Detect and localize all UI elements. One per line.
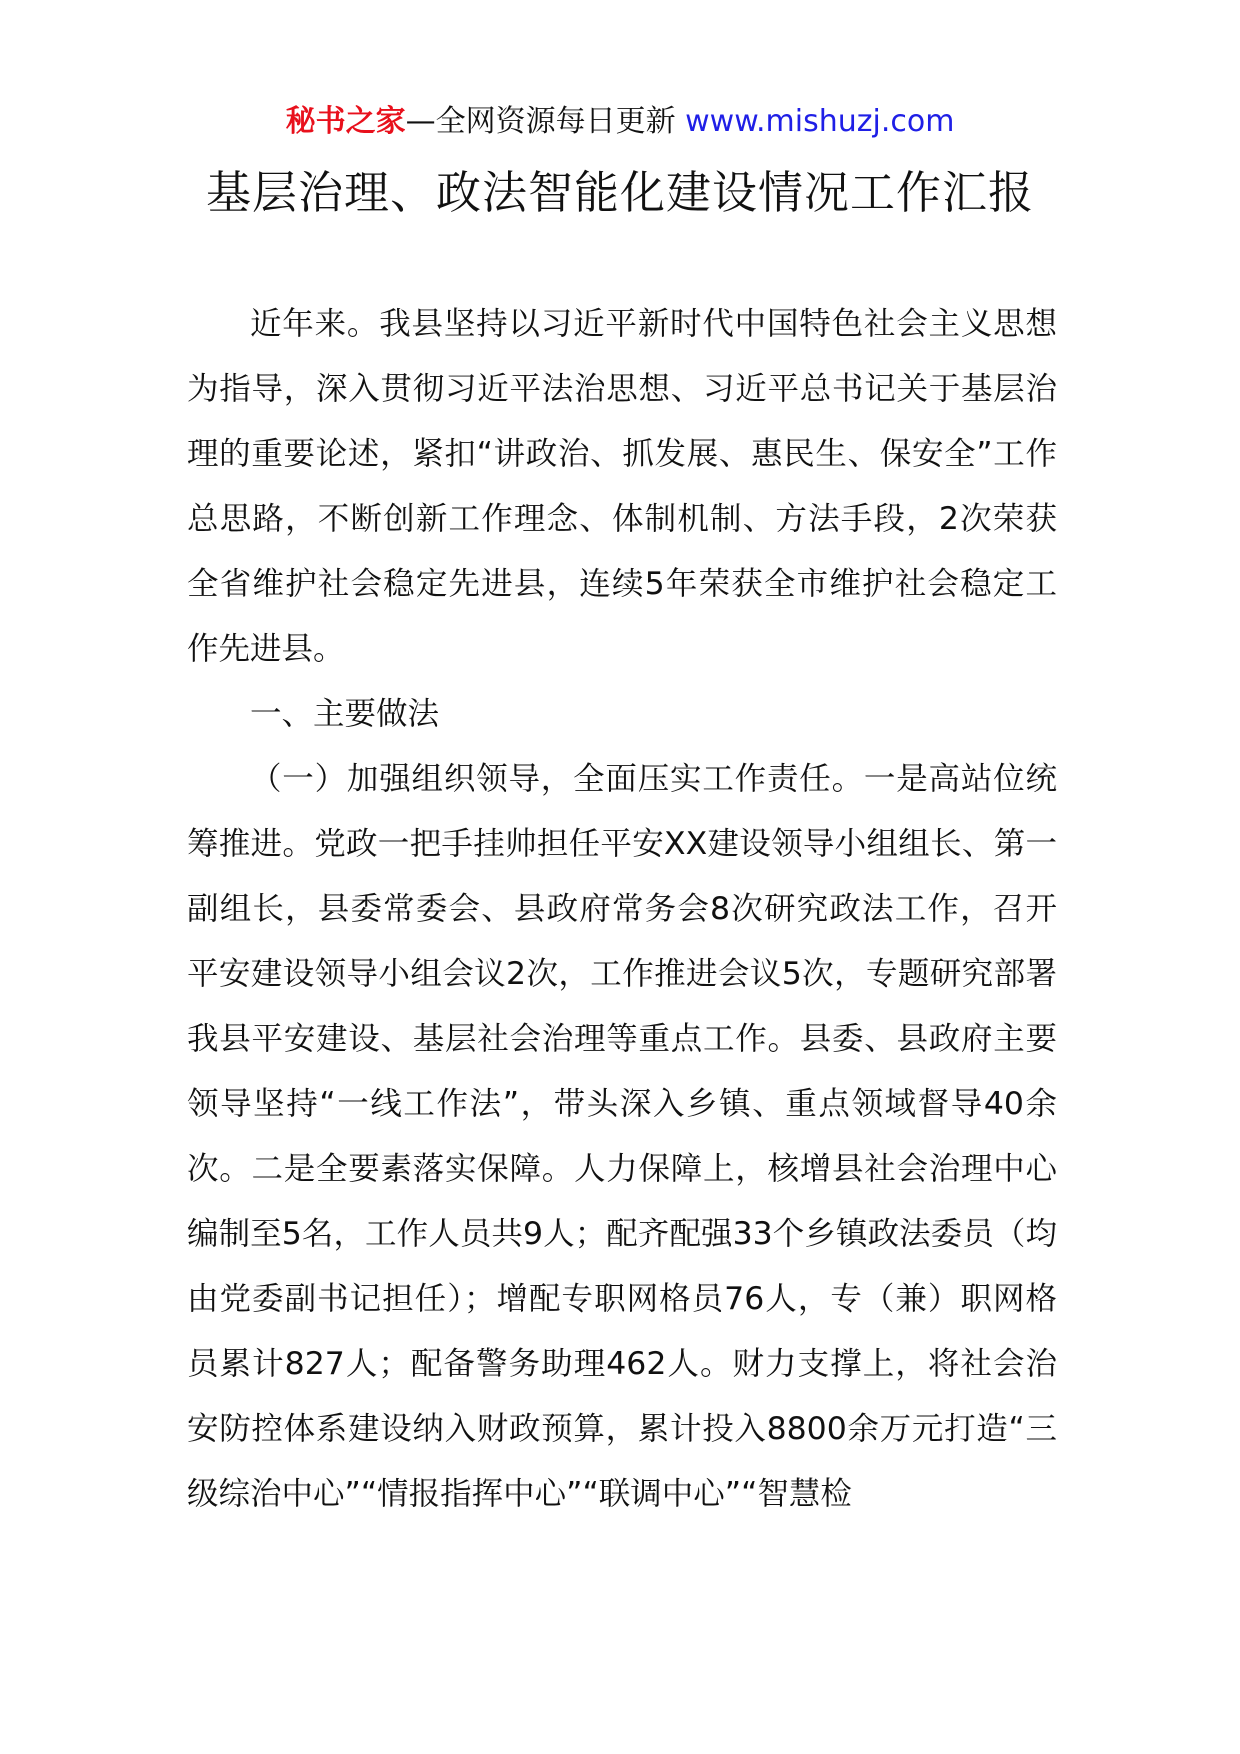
document-title: 基层治理、政法智能化建设情况工作汇报: [205, 166, 1034, 219]
body-paragraph: （一）加强组织领导，全面压实工作责任。一是高站位统筹推进。党政一把手挂帅担任平安XX建设领导小组组长、第一副组长，县委常委会、县政府常务会8次研究政法工作，召开平安建设领导小组会议2次，工作推进会议5次，专题研究部署我县平安建设、基层社会治理等重点工作。县委、县政府主要领导坚持“一线工作法”，带头深入乡镇、重点领域督导40余次。二是全要素落实保障。人力保障上，核增县社会治理中心编制至5名，工作人员共9人；配齐配强33个乡镇政法委员（均由党委副书记担任）；增配专职网格员76人，专（兼）职网格员累计827人；配备警务助理462人。财力支撑上，将社会治安防控体系建设纳入财政预算，累计投入8800余万元打造“三级综治中心”“情报指挥中心”“联调中心”“智慧检: [187, 761, 1057, 1512]
site-slogan: —全网资源每日更新: [405, 104, 686, 139]
site-url-link[interactable]: www.mishuzj.com: [685, 104, 955, 139]
site-header: [0, 100, 1240, 144]
section-heading: 一、主要做法: [250, 696, 440, 732]
document-body: [187, 292, 1057, 1527]
site-brand: 秘书之家: [285, 104, 406, 139]
intro-paragraph: 近年来。我县坚持以习近平新时代中国特色社会主义思想为指导，深入贯彻习近平法治思想、习近平总书记关于基层治理的重要论述，紧扣“讲政治、抓发展、惠民生、保安全”工作总思路，不断创新工作理念、体制机制、方法手段，2次荣获全省维护社会稳定先进县，连续5年荣获全市维护社会稳定工作先进县。: [187, 306, 1057, 667]
